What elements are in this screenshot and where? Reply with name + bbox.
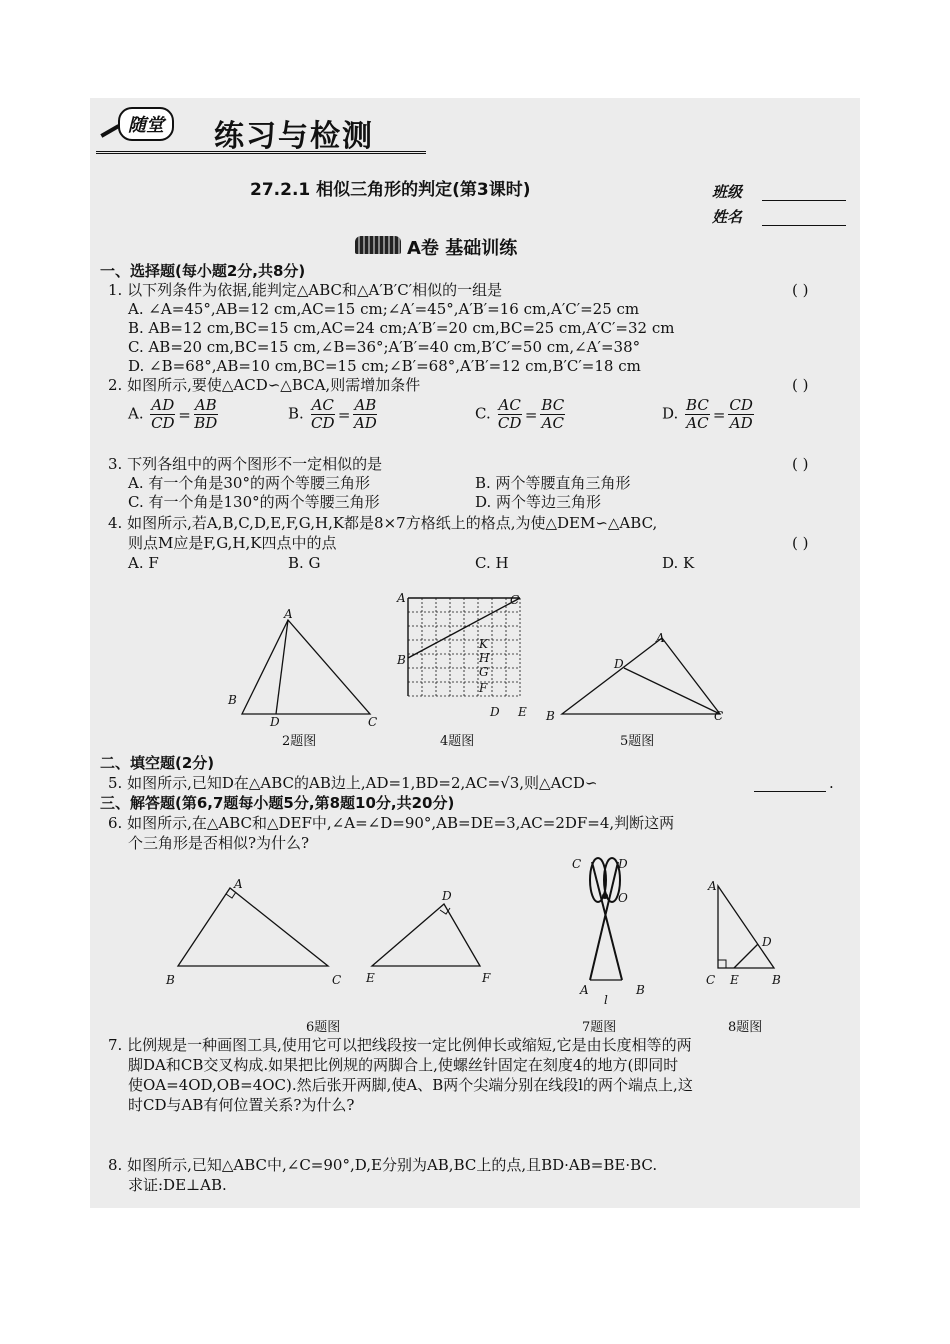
q3-answer-paren[interactable]: ( ) xyxy=(792,455,809,473)
q4-answer-paren[interactable]: ( ) xyxy=(792,534,809,552)
fraction xyxy=(353,397,377,432)
q3-option-a: A. 有一个角是30°的两个等腰三角形 xyxy=(128,474,370,492)
point-label: A xyxy=(397,591,406,605)
figure-q8 xyxy=(700,872,810,994)
fraction xyxy=(685,397,710,432)
lesson-title: 27.2.1 相似三角形的判定(第3课时) xyxy=(250,180,531,200)
header-banner xyxy=(96,105,426,165)
point-label: D xyxy=(442,889,452,903)
q1-option-d: D. ∠B=68°,AB=10 cm,BC=15 cm;∠B′=68°,A′B′=12 cm,B′C′=18 cm xyxy=(128,357,641,375)
header-title: 练习与检测 xyxy=(214,119,374,154)
option-letter: C. xyxy=(475,404,491,423)
header-badge: 随堂 xyxy=(118,107,174,141)
q6-line-2: 个三角形是否相似?为什么? xyxy=(128,834,310,852)
q4-stem: 4. 如图所示,若A,B,C,D,E,F,G,H,K都是8×7方格纸上的格点,为使△DEM∽△ABC, xyxy=(108,514,658,532)
point-label: D xyxy=(614,657,624,671)
section-a-banner xyxy=(355,232,605,258)
point-label: G xyxy=(479,665,489,679)
q2-option-a xyxy=(128,397,220,432)
q5-period: . xyxy=(829,774,834,792)
point-label: A xyxy=(234,877,243,891)
q4-option-c: C. H xyxy=(475,554,509,572)
point-label: C xyxy=(572,857,582,871)
q2-stem: 2. 如图所示,要使△ACD∽△BCA,则需增加条件 xyxy=(108,376,421,394)
q4-option-d: D. K xyxy=(662,554,695,572)
q4-stem-cont: 则点M应是F,G,H,K四点中的点 xyxy=(128,534,337,552)
fraction xyxy=(194,397,218,432)
q7-line-3: 使OA=4OD,OB=4OC).然后张开两脚,使A、B两个尖端分别在线段l的两个端点上,这 xyxy=(128,1076,693,1094)
numerator: AC xyxy=(498,396,521,414)
q7-line-2: 脚DA和CB交叉构成.如果把比例规的两脚合上,使螺丝针固定在刻度4的地方(即同时 xyxy=(128,1056,679,1074)
equals-sign: = xyxy=(712,405,726,424)
q3-stem: 3. 下列各组中的两个图形不一定相似的是 xyxy=(108,455,383,473)
point-label: A xyxy=(656,631,665,645)
q1-option-a: A. ∠A=45°,AB=12 cm,AC=15 cm;∠A′=45°,A′B′=16 cm,A′C′=25 cm xyxy=(128,300,640,318)
q2-answer-paren[interactable]: ( ) xyxy=(792,376,809,394)
denominator: AD xyxy=(729,414,753,432)
class-label: 班级 xyxy=(712,183,743,201)
q4-option-a: A. F xyxy=(128,554,159,572)
point-label: A xyxy=(708,879,717,893)
point-label: D xyxy=(618,857,628,871)
section-a-title: A卷 基础训练 xyxy=(407,238,518,259)
figure-q7-proportional-divider xyxy=(560,852,660,1012)
q3-option-b: B. 两个等腰直角三角形 xyxy=(475,474,631,492)
point-label: B xyxy=(772,973,781,987)
q3-option-d: D. 两个等边三角形 xyxy=(475,493,602,511)
point-label: B xyxy=(397,653,406,667)
q1-option-b: B. AB=12 cm,BC=15 cm,AC=24 cm;A′B′=20 cm,BC=25 cm,A′C′=32 cm xyxy=(128,319,675,337)
class-field[interactable] xyxy=(762,200,846,201)
point-label: C xyxy=(714,709,724,723)
point-label: D xyxy=(270,715,280,726)
equals-sign: = xyxy=(524,405,538,424)
q5-answer-blank[interactable] xyxy=(754,791,826,792)
figure-q4-caption: 4题图 xyxy=(440,734,475,749)
figure-q2 xyxy=(220,606,390,726)
figure-q5-caption: 5题图 xyxy=(620,734,655,749)
book-icon xyxy=(355,236,401,254)
numerator: BC xyxy=(541,396,565,414)
point-label: A xyxy=(284,607,293,621)
header-rule xyxy=(96,151,426,154)
q3-option-c: C. 有一个角是130°的两个等腰三角形 xyxy=(128,493,380,511)
figure-q8-caption: 8题图 xyxy=(728,1020,763,1035)
point-label: B xyxy=(546,709,555,723)
point-label: E xyxy=(518,705,527,719)
figure-q7-caption: 7题图 xyxy=(582,1020,617,1035)
part1-heading: 一、选择题(每小题2分,共8分) xyxy=(100,262,306,280)
figure-q6 xyxy=(160,868,510,992)
denominator: AD xyxy=(353,414,377,432)
fraction xyxy=(498,397,522,432)
q2-option-c xyxy=(475,397,567,432)
numerator: AB xyxy=(354,396,377,414)
denominator: CD xyxy=(310,414,335,432)
denominator: CD xyxy=(151,414,175,432)
point-label: D xyxy=(490,705,500,719)
option-letter: B. xyxy=(288,404,304,423)
point-label: D xyxy=(762,935,772,949)
q1-stem: 1. 以下列条件为依据,能判定△ABC和△A′B′C′相似的一组是 xyxy=(108,281,503,299)
figure-q2-caption: 2题图 xyxy=(282,734,317,749)
point-label: A xyxy=(580,983,589,997)
q6-line-1: 6. 如图所示,在△ABC和△DEF中,∠A=∠D=90°,AB=DE=3,AC=2DF=4,判断这两 xyxy=(108,814,675,832)
q1-answer-paren[interactable]: ( ) xyxy=(792,281,809,299)
numerator: AC xyxy=(311,396,334,414)
q5-text: 5. 如图所示,已知D在△ABC的AB边上,AD=1,BD=2,AC=√3,则△ACD∽ xyxy=(108,774,598,792)
denominator: AC xyxy=(686,414,709,432)
equals-sign: = xyxy=(337,405,351,424)
part3-heading: 三、解答题(第6,7题每小题5分,第8题10分,共20分) xyxy=(100,794,455,812)
option-letter: D. xyxy=(662,404,679,423)
name-label: 姓名 xyxy=(712,208,743,226)
q2-option-b xyxy=(288,397,379,432)
numerator: AB xyxy=(194,396,217,414)
denominator: CD xyxy=(497,414,522,432)
point-label: B xyxy=(228,693,237,707)
point-label: O xyxy=(618,891,628,905)
numerator: BC xyxy=(686,396,709,414)
point-label: K xyxy=(479,637,488,651)
point-label: l xyxy=(604,993,608,1007)
numerator: CD xyxy=(729,396,753,414)
fraction xyxy=(728,397,754,432)
point-label: C xyxy=(332,973,342,987)
equals-sign: = xyxy=(178,405,191,424)
fraction xyxy=(311,397,335,432)
figure-q6-caption: 6题图 xyxy=(306,1020,341,1035)
option-letter: A. xyxy=(128,404,144,423)
point-label: C xyxy=(368,715,378,726)
part2-heading: 二、填空题(2分) xyxy=(100,754,215,772)
point-label: E xyxy=(730,973,739,987)
numerator: AD xyxy=(151,396,175,414)
q8-line-2: 求证:DE⊥AB. xyxy=(128,1176,227,1194)
q4-option-b: B. G xyxy=(288,554,321,572)
name-field[interactable] xyxy=(762,225,846,226)
q7-line-4: 时CD与AB有何位置关系?为什么? xyxy=(128,1096,355,1114)
point-label: B xyxy=(636,983,645,997)
fraction xyxy=(150,397,175,432)
fraction xyxy=(540,397,565,432)
denominator: BD xyxy=(194,414,218,432)
figure-q5 xyxy=(540,628,730,724)
q1-option-c: C. AB=20 cm,BC=15 cm,∠B=36°;A′B′=40 cm,B′C′=50 cm,∠A′=38° xyxy=(128,338,641,356)
point-label: H xyxy=(479,651,490,665)
q8-line-1: 8. 如图所示,已知△ABC中,∠C=90°,D,E分别为AB,BC上的点,且BD·AB=BE·BC. xyxy=(108,1156,658,1174)
point-label: C xyxy=(706,973,716,987)
q7-line-1: 7. 比例规是一种画图工具,使用它可以把线段按一定比例伸长或缩短,它是由长度相等的两 xyxy=(108,1036,692,1054)
point-label: C xyxy=(510,593,520,607)
point-label: B xyxy=(166,973,175,987)
pen-icon xyxy=(100,124,119,137)
q2-option-d xyxy=(662,397,756,432)
figure-q4-grid xyxy=(396,586,536,720)
point-label: F xyxy=(482,971,491,985)
point-label: E xyxy=(366,971,375,985)
point-label: F xyxy=(479,681,488,695)
denominator: AC xyxy=(541,414,564,432)
